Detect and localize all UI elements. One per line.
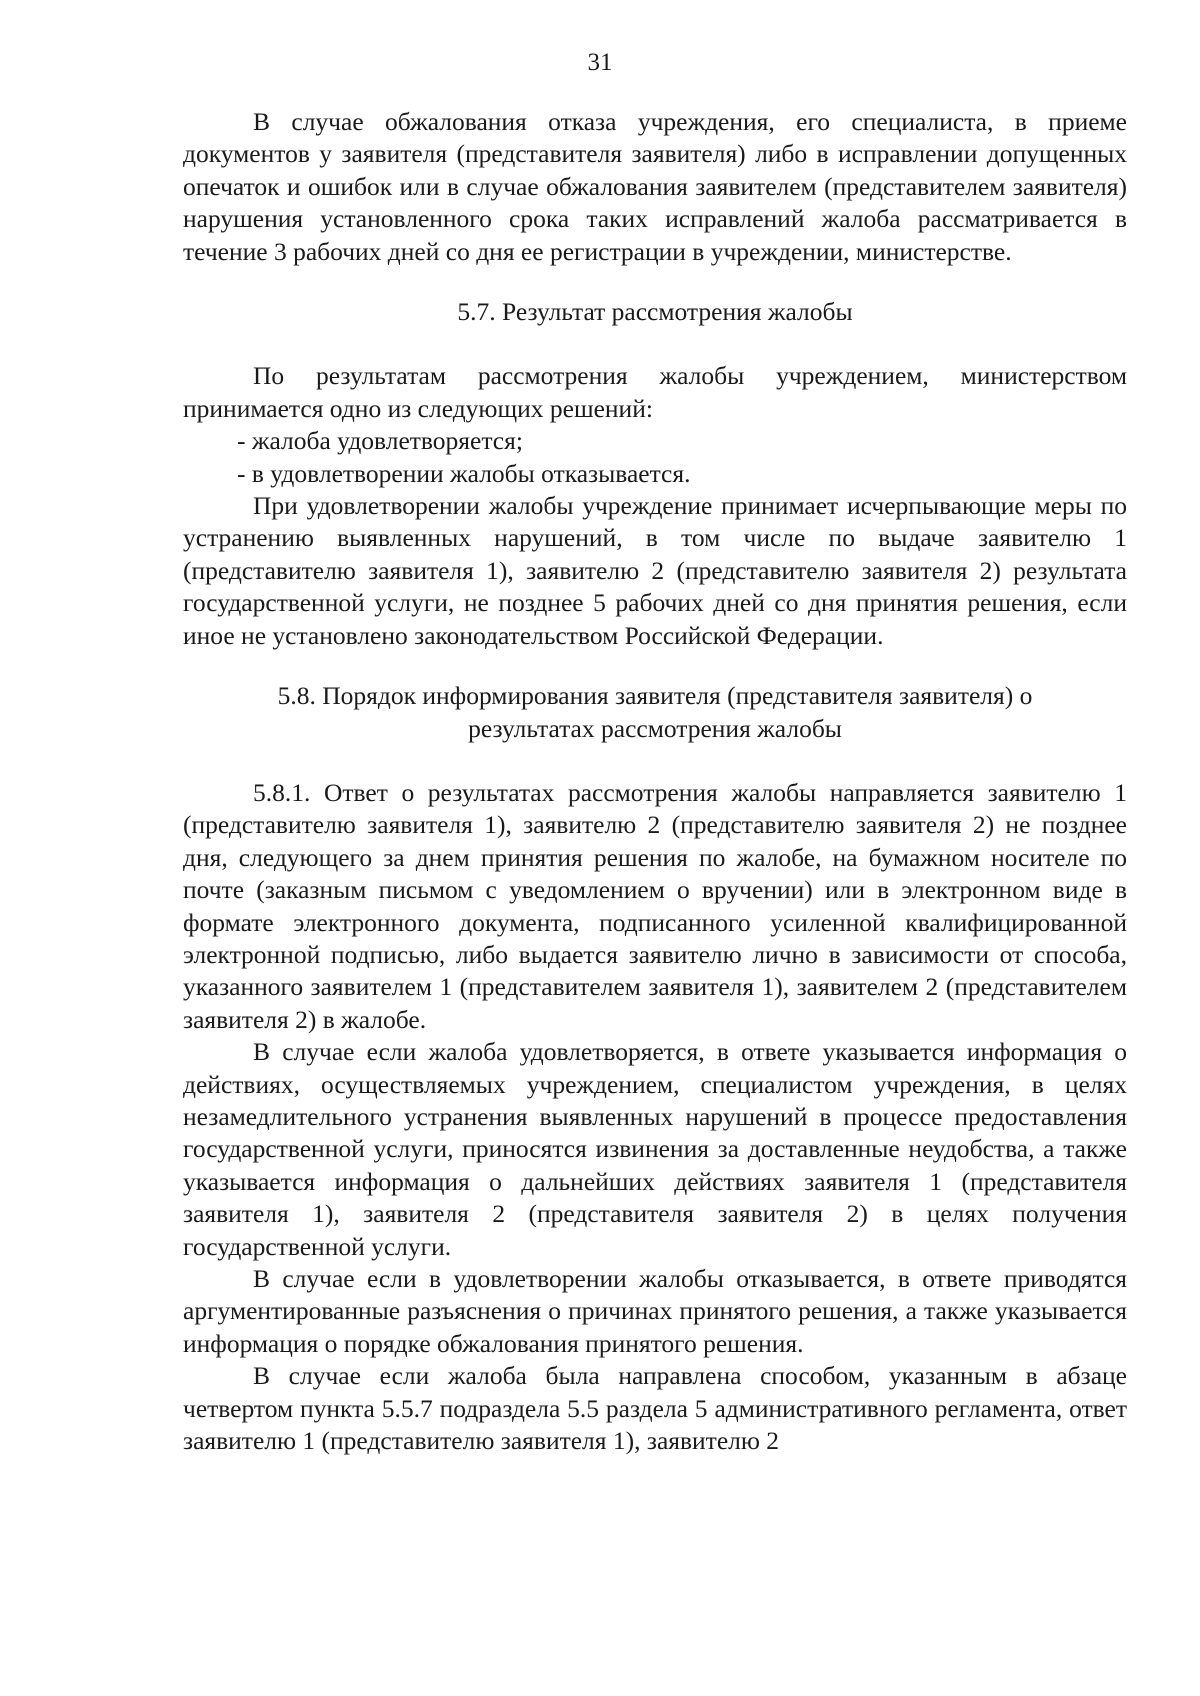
paragraph-if-satisfied: В случае если жалоба удовлетворяется, в ответе указывается информация о действиях, осуществляемых учреждением, специалистом учреждения, в целях незамедлительного устранения выявленных нарушений в процессе предоставления государственной услуги, приносятся извинения за доставленные неудобства, а также указывается информация о дальнейших действиях заявителя 1 (представителя заявителя 1), заявителя 2 (представителя заявителя 2) в целях получения государственной услуги.: [183, 1037, 1127, 1261]
section-heading-5-8-line2: результатах рассмотрения жалобы: [468, 713, 842, 743]
paragraph-5-8-1: 5.8.1. Ответ о результатах рассмотрения жалобы направляется заявителю 1 (представителю заявителя 1), заявителю 2 (представителю заявителя 2) не позднее дня, следующего за днем принятия решения по жалобе, на бумажном носителе по почте (заказным письмом с уведомлением о вручении) или в электронном виде в формате электронного документа, подписанного усиленной квалифицированной электронной подписью, либо выдается заявителю лично в зависимости от способа, указанного заявителем 1 (представителем заявителя 1), заявителем 2 (представителем заявителя 2) в жалобе.: [183, 777, 1127, 1034]
paragraph-if-refused: В случае если в удовлетворении жалобы отказывается, в ответе приводятся аргументированные разъяснения о причинах принятого решения, а также указывается информация о порядке обжалования принятого решения.: [183, 1264, 1127, 1358]
section-heading-5-7: 5.7. Результат рассмотрения жалобы: [457, 297, 853, 327]
paragraph-submission-method: В случае если жалоба была направлена способом, указанным в абзаце четвертом пункта 5.5.7 подраздела 5.5 раздела 5 административного регламента, ответ заявителю 1 (представителю заявителя 1), заявителю 2: [183, 1361, 1127, 1456]
document-body: [183, 106, 1127, 1457]
page-number: 31: [587, 49, 613, 76]
paragraph-decisions-intro: По результатам рассмотрения жалобы учреждением, министерством принимается одно из следующих решений:: [183, 361, 1127, 423]
paragraph-appeal-refusal: В случае обжалования отказа учреждения, его специалиста, в приеме документов у заявителя (представителя заявителя) либо в исправлении допущенных опечаток и ошибок или в случае обжалования заявителем (представителем заявителя) нарушения установленного срока таких исправлений жалоба рассматривается в течение 3 рабочих дней со дня ее регистрации в учреждении, министерстве.: [183, 107, 1127, 266]
paragraph-satisfaction-measures: При удовлетворении жалобы учреждение принимает исчерпывающие меры по устранению выявленных нарушений, в том числе по выдаче заявителю 1 (представителю заявителя 1), заявителю 2 (представителю заявителя 2) результата государственной услуги, не позднее 5 рабочих дней со дня принятия решения, если иное не установлено законодательством Российской Федерации.: [183, 491, 1127, 650]
list-item-satisfied: - жалоба удовлетворяется;: [237, 426, 523, 456]
section-heading-5-8: [183, 680, 1127, 745]
section-heading-5-8-line1: 5.8. Порядок информирования заявителя (представителя заявителя) о: [277, 681, 1033, 711]
list-item-refused: - в удовлетворении жалобы отказывается.: [237, 458, 691, 488]
